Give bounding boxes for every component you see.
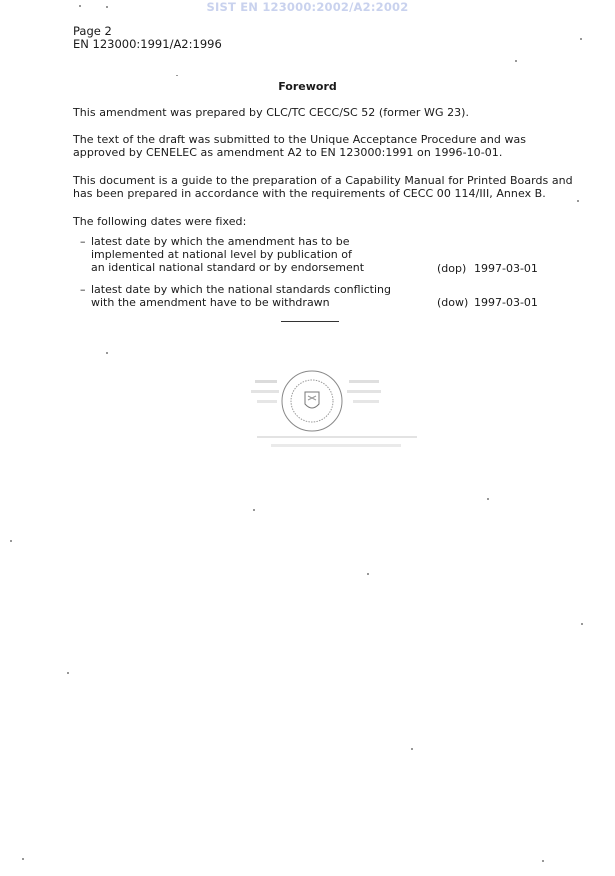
paragraph-draft-approval xyxy=(73,133,548,159)
watermark: SIST EN 123000:2002/A2:2002 xyxy=(206,0,409,14)
scan-speck xyxy=(253,509,255,511)
list-item-line: latest date by which the national standards conflicting xyxy=(91,283,391,296)
scan-speck xyxy=(176,75,178,76)
page-number: Page 2 xyxy=(73,24,112,38)
list-dash: – xyxy=(80,283,86,296)
paragraph-document-scope xyxy=(73,174,573,200)
scan-speck xyxy=(580,38,582,40)
document-reference: EN 123000:1991/A2:1996 xyxy=(73,37,222,51)
scan-speck xyxy=(367,573,369,575)
scan-speck xyxy=(106,352,108,354)
list-item-line: implemented at national level by publication of xyxy=(91,248,352,261)
scan-speck xyxy=(542,860,544,862)
seal-stamp-icon xyxy=(245,368,425,458)
paragraph-prepared-by xyxy=(73,106,548,119)
scan-speck xyxy=(515,60,517,62)
list-dash: – xyxy=(80,235,86,248)
scan-speck xyxy=(67,672,69,674)
scan-speck xyxy=(581,623,583,625)
scan-speck xyxy=(487,498,489,500)
scan-speck xyxy=(10,540,12,542)
text-line: This amendment was prepared by CLC/TC CECC/SC 52 (former WG 23). xyxy=(73,106,470,119)
scan-speck xyxy=(79,5,81,7)
date-value-dop: 1997-03-01 xyxy=(474,262,538,275)
paragraph-dates-intro xyxy=(73,215,548,228)
date-value-dow: 1997-03-01 xyxy=(474,296,538,309)
closing-rule xyxy=(281,321,339,322)
scan-speck xyxy=(22,858,24,860)
date-code-dow: (dow) xyxy=(437,296,469,309)
text-line: approved by CENELEC as amendment A2 to EN 123000:1991 on 1996-10-01. xyxy=(73,146,503,159)
scan-speck xyxy=(577,200,579,202)
text-line: The text of the draft was submitted to the Unique Acceptance Procedure and was xyxy=(73,133,527,146)
list-item-line: with the amendment have to be withdrawn xyxy=(91,296,330,309)
text-line: The following dates were fixed: xyxy=(73,215,247,228)
page-header xyxy=(73,25,222,51)
section-title: Foreword xyxy=(278,80,337,93)
list-item-line: an identical national standard or by endorsement xyxy=(91,261,365,274)
date-code-dop: (dop) xyxy=(437,262,467,275)
scan-speck xyxy=(411,748,413,750)
scan-speck xyxy=(106,6,108,8)
list-item-line: latest date by which the amendment has to be xyxy=(91,235,350,248)
text-line: This document is a guide to the preparation of a Capability Manual for Printed Boards and xyxy=(73,174,573,187)
text-line: has been prepared in accordance with the requirements of CECC 00 114/III, Annex B. xyxy=(73,187,546,200)
